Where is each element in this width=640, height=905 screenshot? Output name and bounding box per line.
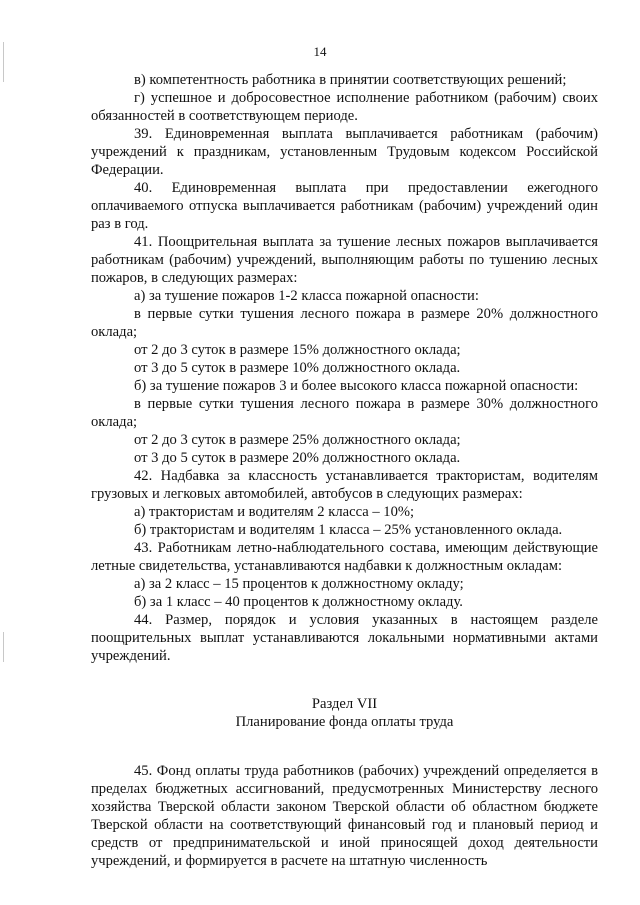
paragraph: в первые сутки тушения лесного пожара в размере 30% должностного оклада;	[91, 396, 598, 430]
section-number: Раздел VII	[311, 696, 378, 712]
document-body	[91, 71, 598, 870]
scan-margin-mark	[3, 632, 4, 662]
paragraph: от 2 до 3 суток в размере 25% должностного оклада;	[134, 432, 461, 448]
paragraph: 43. Работникам летно-наблюдательного состава, имеющим действующие летные свидетельства, устанавливаются надбавки к должностным окладам:	[91, 540, 598, 574]
paragraph: 42. Надбавка за классность устанавливается трактористам, водителям грузовых и легковых автомобилей, автобусов в следующих размерах:	[91, 468, 598, 502]
paragraph: г) успешное и добросовестное исполнение работником (рабочим) своих обязанностей в соответствующем периоде.	[91, 90, 598, 124]
paragraph: б) за тушение пожаров 3 и более высокого класса пожарной опасности:	[134, 378, 579, 394]
paragraph: а) за 2 класс – 15 процентов к должностному окладу;	[134, 576, 464, 592]
paragraph: от 3 до 5 суток в размере 20% должностного оклада.	[134, 450, 461, 466]
paragraph: 45. Фонд оплаты труда работников (рабочих) учреждений определяется в пределах бюджетных ассигнований, предусмотренных Министерству лесного хозяйства Тверской области законом Тверской области об областном бюджете Тверской области на соответствующий финансовый год и плановый период и средств от предпринимательской и иной приносящей доход деятельности учреждений, и формируется в расчете на штатную численность	[91, 763, 598, 869]
paragraph: 40. Единовременная выплата при предоставлении ежегодного оплачиваемого отпуска выплачивается работникам (рабочим) учреждений один раз в год.	[91, 180, 598, 232]
paragraph: в первые сутки тушения лесного пожара в размере 20% должностного оклада;	[91, 306, 598, 340]
paragraph: в) компетентность работника в принятии соответствующих решений;	[134, 72, 567, 88]
paragraph: 41. Поощрительная выплата за тушение лесных пожаров выплачивается работникам (рабочим) учреждений, выполняющим работы по тушению лесных пожаров, в следующих размерах:	[91, 234, 598, 286]
paragraph: б) за 1 класс – 40 процентов к должностному окладу.	[134, 594, 463, 610]
section-title: Планирование фонда оплаты труда	[235, 714, 454, 730]
paragraph: 44. Размер, порядок и условия указанных в настоящем разделе поощрительных выплат устанавливаются локальными нормативными актами учреждений.	[91, 612, 598, 664]
paragraph: 39. Единовременная выплата выплачивается работникам (рабочим) учреждений к праздникам, установленным Трудовым кодексом Российской Федерации.	[91, 126, 598, 178]
page-number: 14	[313, 44, 327, 59]
paragraph: б) трактористам и водителям 1 класса – 25% установленного оклада.	[134, 522, 563, 538]
paragraph: а) за тушение пожаров 1-2 класса пожарной опасности:	[134, 288, 479, 304]
paragraph: от 3 до 5 суток в размере 10% должностного оклада.	[134, 360, 461, 376]
paragraph: а) трактористам и водителям 2 класса – 10%;	[134, 504, 415, 520]
paragraph: от 2 до 3 суток в размере 15% должностного оклада;	[134, 342, 461, 358]
